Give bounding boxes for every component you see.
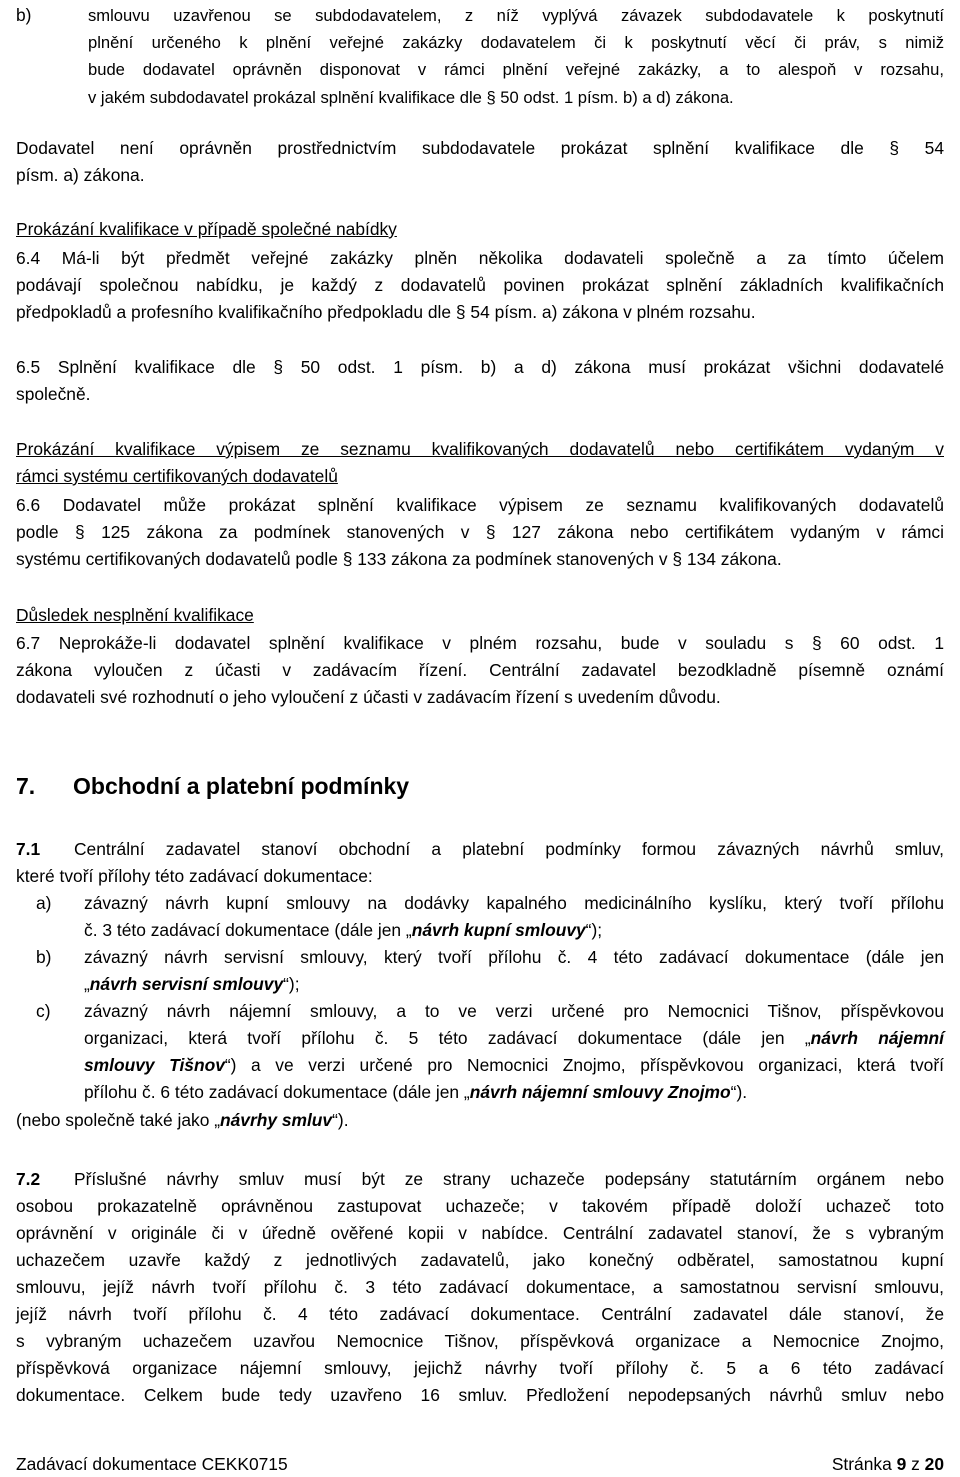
- paragraph-7-1-closing: (nebo společně také jako „návrhy smluv“).: [16, 1110, 349, 1130]
- paragraph-6-5: [16, 354, 944, 408]
- list-item-b-contract: [16, 944, 944, 998]
- text-line: Centrální zadavatel stanoví obchodní a platební podmínky formou závazných návrhů smluv,: [74, 839, 944, 859]
- list-item-a: [16, 890, 944, 944]
- text-line: 6.7 Neprokáže-li dodavatel splnění kvalifikace v plném rozsahu, bude v souladu s § 60 odst. 1: [16, 633, 944, 653]
- text-line: Prokázání kvalifikace výpisem ze seznamu kvalifikovaných dodavatelů nebo certifikátem vydaným v: [16, 439, 944, 459]
- text-line: smlouvu uzavřenou se subdodavatelem, z níž vyplývá závazek subdodavatele k poskytnutí: [88, 6, 944, 25]
- paragraph-subdodavatel: [16, 135, 944, 189]
- list-label: c): [36, 1001, 51, 1021]
- text-line: 6.4 Má-li být předmět veřejné zakázky plněn několika dodavateli společně a za tímto účelem: [16, 248, 944, 268]
- footer-document-name: Zadávací dokumentace CEKK0715: [16, 1454, 288, 1474]
- page-footer: [16, 1451, 944, 1477]
- paragraph-number: 7.1: [16, 839, 41, 859]
- text-line: oprávnění v originále či v úředně ověřené kopii v nabídce. Centrální zadavatel stanoví, že s vybraným: [16, 1223, 944, 1243]
- paragraph-6-7: [16, 630, 944, 711]
- paragraph-6-6: [16, 492, 944, 573]
- paragraph-number: 7.2: [16, 1169, 41, 1189]
- text-line: uchazečem uzavře každý z jednotlivých zadavatelů, jako konečný odběratel, samostatnou kupní: [16, 1250, 944, 1270]
- text-line: smlouvu, jejíž návrh tvoří přílohu č. 3 této zadávací dokumentace, a samostatnou servisní smlouvu,: [16, 1277, 944, 1297]
- text-line: předpokladů a profesního kvalifikačního předpokladu dle § 54 písm. a) zákona v plném rozsahu.: [16, 302, 756, 322]
- text-line: dodavateli své rozhodnutí o jeho vyloučení z účasti v zadávacím řízení s uvedením důvodu.: [16, 687, 721, 707]
- text-line: plnění určeného k plnění veřejné zakázky dodavatelem či k poskytnutí věcí či práv, s nimiž: [88, 33, 944, 53]
- text-line: v jakém subdodavatel prokázal splnění kvalifikace dle § 50 odst. 1 písm. b) a d) zákona.: [88, 87, 734, 107]
- paragraph-7-2-cont: [16, 1193, 944, 1409]
- subheading-spolecna-nabidka: Prokázání kvalifikace v případě společné nabídky: [16, 219, 397, 239]
- text-line: organizaci, která tvoří přílohu č. 5 této zadávací dokumentace (dále jen „návrh nájemní: [84, 1028, 944, 1048]
- text-line: systému certifikovaných dodavatelů podle § 133 zákona za podmínek stanovených v § 134 zákona.: [16, 549, 782, 569]
- list-label: a): [36, 893, 52, 913]
- text-line: bude dodavatel oprávněn disponovat v rámci plnění veřejné zakázky, a to alespoň v rozsahu,: [88, 60, 944, 80]
- list-item-text: [88, 2, 944, 111]
- section-heading-7: [16, 768, 944, 804]
- paragraph-7-1-cont: [16, 863, 944, 890]
- text-line: smlouvy Tišnov“) a ve verzi určené pro Nemocnici Znojmo, příspěvkovou organizaci, která tvoří: [84, 1055, 944, 1075]
- paragraph-7-1: [16, 836, 944, 863]
- section-number: 7.: [16, 773, 36, 799]
- text-line: 6.6 Dodavatel může prokázat splnění kvalifikace výpisem ze seznamu kvalifikovaných dodavatelů: [16, 495, 944, 515]
- text-line: které tvoří přílohy této zadávací dokumentace:: [16, 866, 373, 886]
- text-line: přílohu č. 6 této zadávací dokumentace (dále jen „návrh nájemní smlouvy Znojmo“).: [84, 1082, 748, 1102]
- text-line: „návrh servisní smlouvy“);: [84, 974, 300, 994]
- section-title: Obchodní a platební podmínky: [73, 773, 410, 799]
- text-line: 6.5 Splnění kvalifikace dle § 50 odst. 1 písm. b) a d) zákona musí prokázat všichni dodavatelé: [16, 357, 944, 377]
- text-line: dokumentace. Celkem bude tedy uzavřeno 16 smluv. Předložení nepodepsaných návrhů smluv nebo: [16, 1385, 944, 1405]
- text-line: písm. a) zákona.: [16, 165, 145, 185]
- text-line: Dodavatel není oprávněn prostřednictvím subdodavatele prokázat splnění kvalifikace dle § 54: [16, 138, 944, 158]
- text-line: č. 3 této zadávací dokumentace (dále jen „návrh kupní smlouvy“);: [84, 920, 603, 940]
- subheading-dusledek: Důsledek nesplnění kvalifikace: [16, 605, 254, 625]
- text-line: podle § 125 zákona za podmínek stanovených v § 127 zákona nebo certifikátem vydaným v rámci: [16, 522, 944, 542]
- page-number: Stránka 9 z 20: [831, 1454, 944, 1474]
- text-line: závazný návrh kupní smlouvy na dodávky kapalného medicinálního kyslíku, který tvoří přílohu: [84, 893, 944, 913]
- text-line: závazný návrh servisní smlouvy, který tvoří přílohu č. 4 této zadávací dokumentace (dále jen: [84, 947, 944, 967]
- text-line: závazný návrh nájemní smlouvy, a to ve verzi určené pro Nemocnici Tišnov, příspěvkovou: [84, 1001, 944, 1021]
- text-line: osobou prokazatelně oprávněnou zastupovat uchazeče; v takovém případě doloží uchazeč toto: [16, 1196, 944, 1216]
- list-item-b: [16, 2, 944, 111]
- paragraph-6-4: [16, 245, 944, 326]
- list-label: b): [16, 5, 32, 25]
- text-line: společně.: [16, 384, 91, 404]
- text-line: podávají společnou nabídku, je každý z dodavatelů povinen prokázat splnění základních kvalifikačních: [16, 275, 944, 295]
- text-line: příspěvková organizace nájemní smlouvy, jejichž návrhy tvoří přílohy č. 5 a 6 této zadávací: [16, 1358, 944, 1378]
- text-line: zákona vyloučen z účasti v zadávacím řízení. Centrální zadavatel bezodkladně písemně oznámí: [16, 660, 944, 680]
- text-line: Příslušné návrhy smluv musí být ze strany uchazeče podepsány statutárním orgánem nebo: [74, 1169, 944, 1189]
- text-line: jejíž návrh tvoří přílohu č. 4 této zadávací dokumentace. Centrální zadavatel dále stanoví, že: [16, 1304, 944, 1324]
- text-line: rámci systému certifikovaných dodavatelů: [16, 466, 338, 486]
- text-line: s vybraným uchazečem uzavřou Nemocnice Tišnov, příspěvková organizace a Nemocnice Znojmo,: [16, 1331, 944, 1351]
- paragraph-7-2: [16, 1166, 944, 1193]
- subheading-seznam-dodavatelu: [16, 436, 944, 490]
- list-label: b): [36, 947, 52, 967]
- list-item-c: [16, 998, 944, 1106]
